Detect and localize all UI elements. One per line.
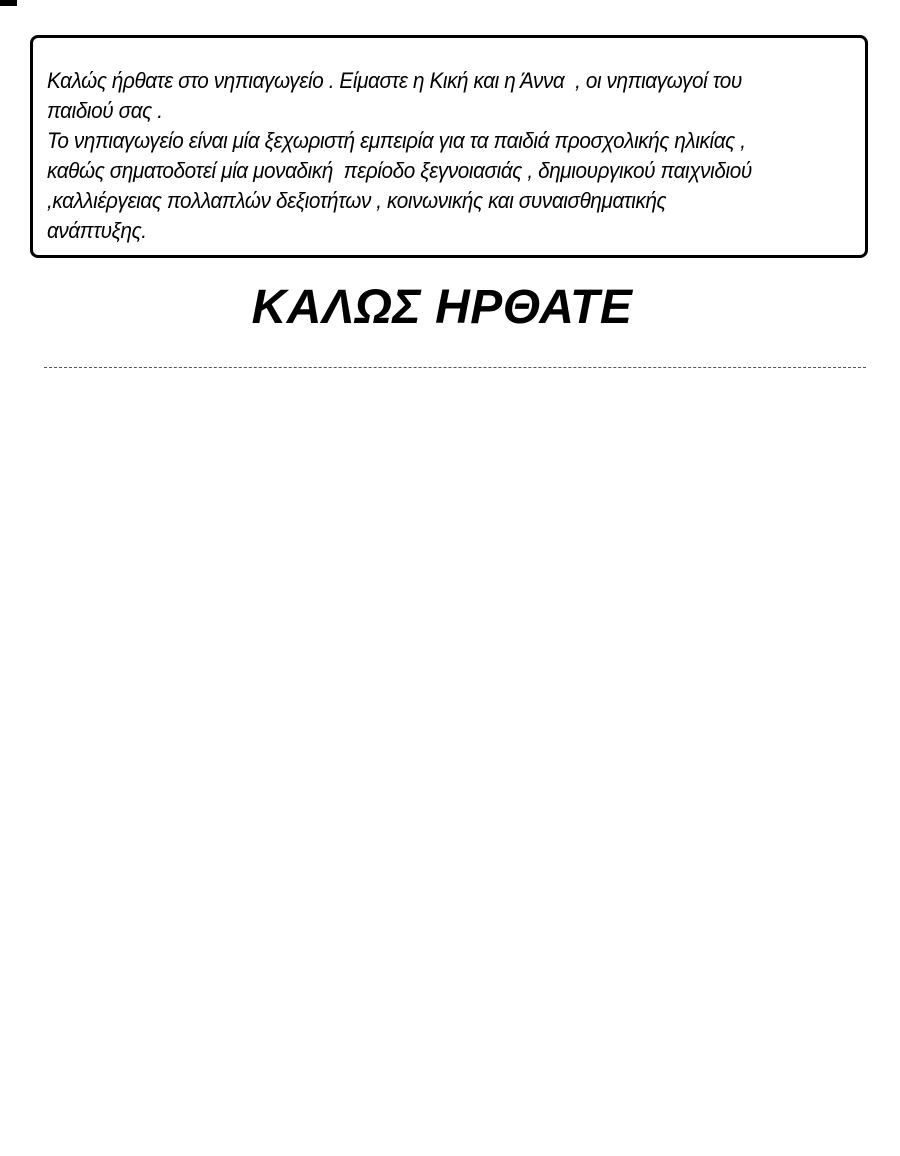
intro-description: Το νηπιαγωγείο είναι μία ξεχωριστή εμπειρία για τα παιδιά προσχολικής ηλικίας , καθώς σηματοδοτεί μία μοναδική περίοδο ξεγνοιασιάς , δημιουργικού παιχνιδιού ,καλλιέργειας πολλαπλών δεξιοτήτων , κοινωνικής και συναισθηματικής ανάπτυξης. <box>47 128 752 243</box>
intro-text-box <box>30 35 868 258</box>
intro-greeting: Καλώς ήρθατε στο νηπιαγωγείο . Είμαστε η Κική και η Άννα , οι νηπιαγωγοί του παιδιού σας . <box>47 68 742 123</box>
dashed-divider <box>44 367 866 368</box>
corner-mark <box>0 0 17 6</box>
welcome-title: ΚΑΛΩΣ ΗΡΘΑΤΕ <box>251 281 633 334</box>
